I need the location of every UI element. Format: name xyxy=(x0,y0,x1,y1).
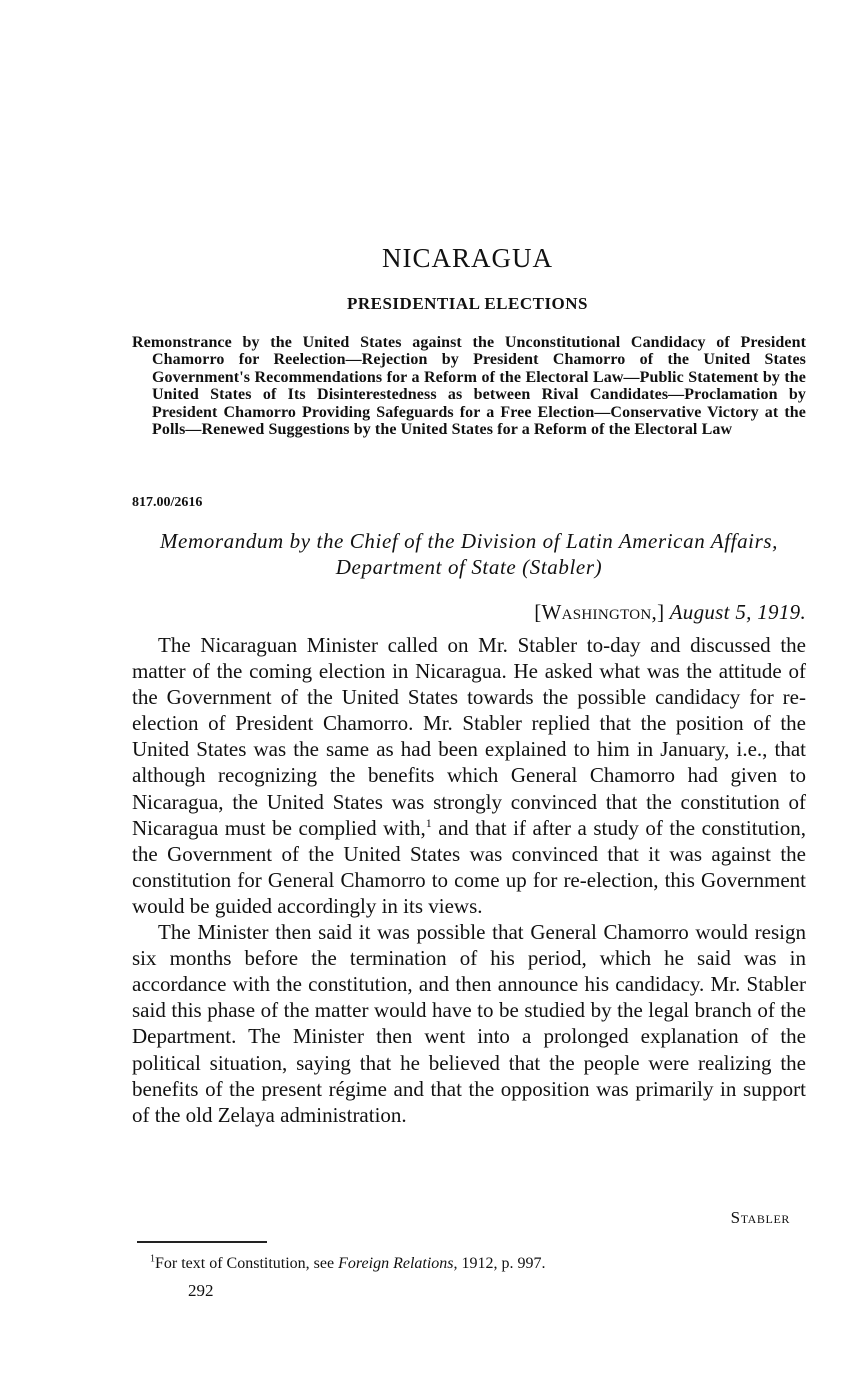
memorandum-body xyxy=(132,632,806,1128)
country-heading: NICARAGUA xyxy=(382,243,553,273)
footnote-divider xyxy=(137,1241,267,1243)
paragraph-1-part-2: and that if after a study of the constitution, the Government of the United States was convinced that it was against the constitution for General Chamorro to come up for re-election, this Government would be guided accordingly in its views. xyxy=(132,815,807,918)
footnote-text-after: , 1912, p. 997. xyxy=(453,1255,546,1272)
page-number: 292 xyxy=(188,1281,214,1300)
body-paragraph-1 xyxy=(132,632,806,919)
signature: Stabler xyxy=(730,1208,790,1227)
footnote xyxy=(150,1255,546,1273)
dateline-place: [Washington,] xyxy=(534,600,665,624)
subject-heading: PRESIDENTIAL ELECTIONS xyxy=(346,294,589,313)
dateline-date: August 5, 1919. xyxy=(669,600,806,624)
file-number: 817.00/2616 xyxy=(132,495,203,510)
document-title: Memorandum by the Chief of the Division of Latin American Affairs, Department of State (Stabler) xyxy=(159,529,779,579)
body-paragraph-2: The Minister then said it was possible that General Chamorro would resign six months before the termination of his period, which he said was in accordance with the constitution, and then announce his candidacy. Mr. Stabler said this phase of the matter would have to be studied by the legal branch of the Department. The Minister then went into a prolonged explanation of the political situation, saying that he believed that the people were realizing the benefits of the present régime and that the opposition was primarily in support of the old Zelaya administration. xyxy=(132,920,806,1127)
footnote-reference: 1 xyxy=(425,815,432,830)
footnote-reference-title: Foreign Relations xyxy=(338,1255,454,1272)
paragraph-1-part-1: The Nicaraguan Minister called on Mr. Stabler to-day and discussed the matter of the coming election in Nicaragua. He asked what was the attitude of the Government of the United States towards the possible candidacy for re-election of President Chamorro. Mr. Stabler replied that the position of the United States was the same as had been explained to him in January, i.e., that although recognizing the benefits which General Chamorro had given to Nicaragua, the United States was strongly convinced that the constitution of Nicaragua must be complied with, xyxy=(132,633,806,840)
dateline xyxy=(132,600,806,625)
section-summary: Remonstrance by the United States against the Unconstitutional Candidacy of President Chamorro for Reelection—Rejection by President Chamorro of the United States Government's Recommendations for a Reform of the Electoral Law—Public Statement by the United States of Its Disinterestedness as between Rival Candidates—Proclamation by President Chamorro Providing Safeguards for a Free Election—Conservative Victory at the Polls—Renewed Suggestions by the United States for a Reform of the Electoral Law xyxy=(132,334,806,439)
footnote-marker: 1 xyxy=(150,1253,155,1265)
footnote-text-before: For text of Constitution, see xyxy=(155,1255,339,1272)
